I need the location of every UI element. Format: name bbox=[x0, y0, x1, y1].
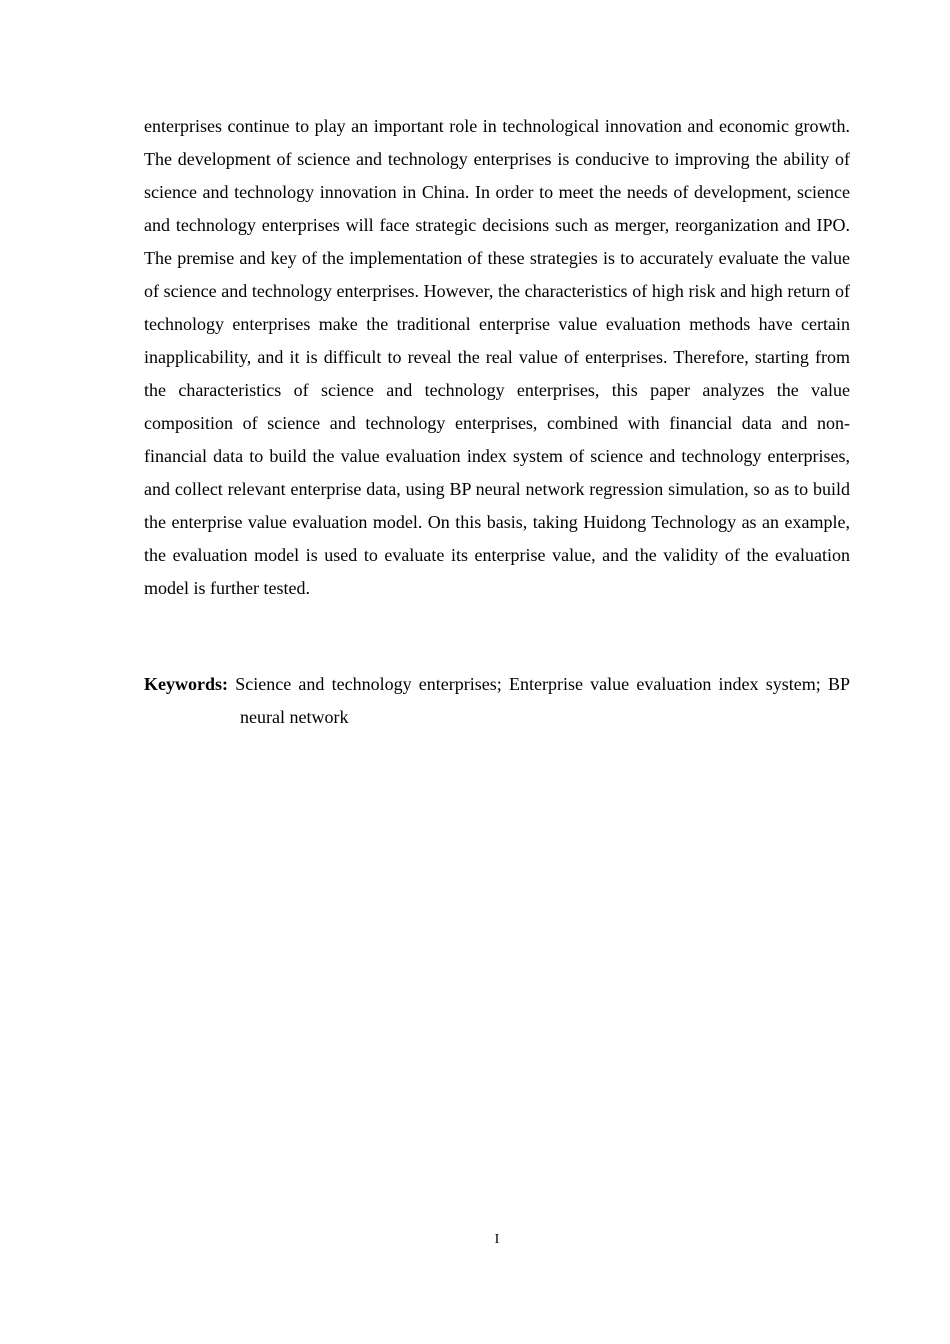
keywords-label: Keywords bbox=[144, 674, 222, 694]
abstract-body-text: enterprises continue to play an important role in technological innovation and economic growth. The development of science and technology enterprises is conducive to improving the ability of science and technology innovation in China. In order to meet the needs of development, science and technology enterprises will face strategic decisions such as merger, reorganization and IPO. The premise and key of the implementation of these strategies is to accurately evaluate the value of science and technology enterprises. However, the characteristics of high risk and high return of technology enterprises make the traditional enterprise value evaluation methods have certain inapplicability, and it is difficult to reveal the real value of enterprises. Therefore, starting from the characteristics of science and technology enterprises, this paper analyzes the value composition of science and technology enterprises, combined with financial data and non-financial data to build the value evaluation index system of science and technology enterprises, and collect relevant enterprise data, using BP neural network regression simulation, so as to build the enterprise value evaluation model. On this basis, taking Huidong Technology as an example, the evaluation model is used to evaluate its enterprise value, and the validity of the evaluation model is further tested. bbox=[144, 116, 850, 598]
keywords-section bbox=[144, 668, 850, 734]
page-number: I bbox=[494, 1232, 500, 1247]
keywords-text: Science and technology enterprises; Enterprise value evaluation index system; BP neural network bbox=[235, 674, 850, 727]
keywords-separator: : bbox=[222, 674, 228, 694]
